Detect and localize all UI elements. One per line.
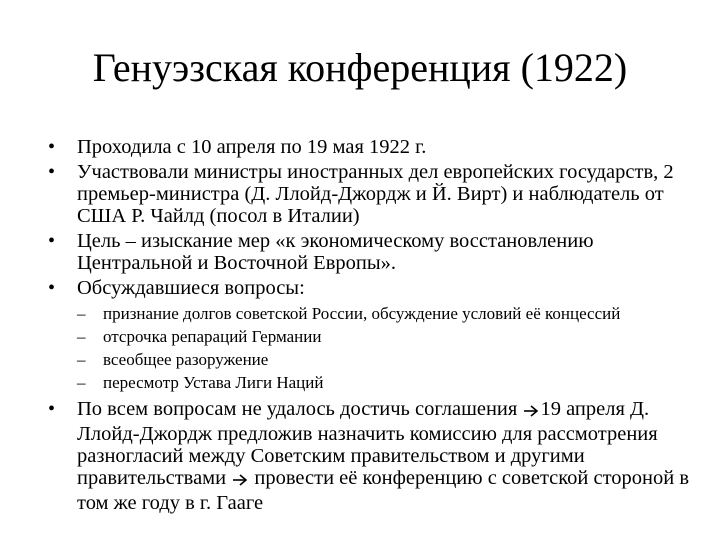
bullet-text-part1: По всем вопросам не удалось достичь соглашения [77,398,523,420]
bullet-marker: • [48,136,56,158]
bullet-dates [48,136,708,158]
bullet-text: Участвовали министры иностранных дел европейских государств, 2 премьер-министра (Д. Ллойд-Джордж и Й. Вирт) и наблюдатель от США Р. Чайлд (посол в Италии) [77,161,674,227]
sub-marker: – [77,373,86,392]
sub-item-text: всеобщее разоружение [103,350,269,369]
bullet-text: Обсуждавшиеся вопросы: [77,277,305,299]
bullet-text-part3: провести её конференцию с советской стороной в том же году в г. Гааге [77,467,690,514]
bullet-participants [48,161,708,227]
sub-marker: – [77,327,86,346]
bullet-goal [48,230,708,274]
sub-marker: – [77,304,86,323]
bullet-marker: • [48,277,56,299]
sub-item [48,374,708,392]
questions-sublist [48,305,708,392]
bullet-text-part2: 19 апреля Д. Ллойд-Джордж предложив назначить комиссию для рассмотрения разногласий между Советским правительством и другими правительствами [77,398,658,489]
bullet-marker: • [48,161,56,183]
bullet-text: Проходила с 10 апреля по 19 мая 1922 г. [77,136,427,158]
sub-item [48,305,708,323]
sub-item-text: пересмотр Устава Лиги Наций [103,373,324,392]
bullet-marker: • [48,398,56,420]
bullet-marker: • [48,230,56,252]
bullet-text: Цель – изыскание мер «к экономическому восстановлению Центральной и Восточной Европы». [77,230,594,274]
right-arrow-icon [523,401,539,423]
slide-title: Генуэзская конференция (1922) [92,45,628,90]
bullet-outcome [48,398,708,514]
bullet-questions [48,277,708,299]
bullet-list [48,136,708,517]
right-arrow-icon [232,470,248,492]
sub-marker: – [77,350,86,369]
sub-item [48,328,708,346]
sub-item-text: отсрочка репараций Германии [103,327,322,346]
sub-item-text: признание долгов советской России, обсуждение условий её концессий [103,304,621,323]
sub-item [48,351,708,369]
